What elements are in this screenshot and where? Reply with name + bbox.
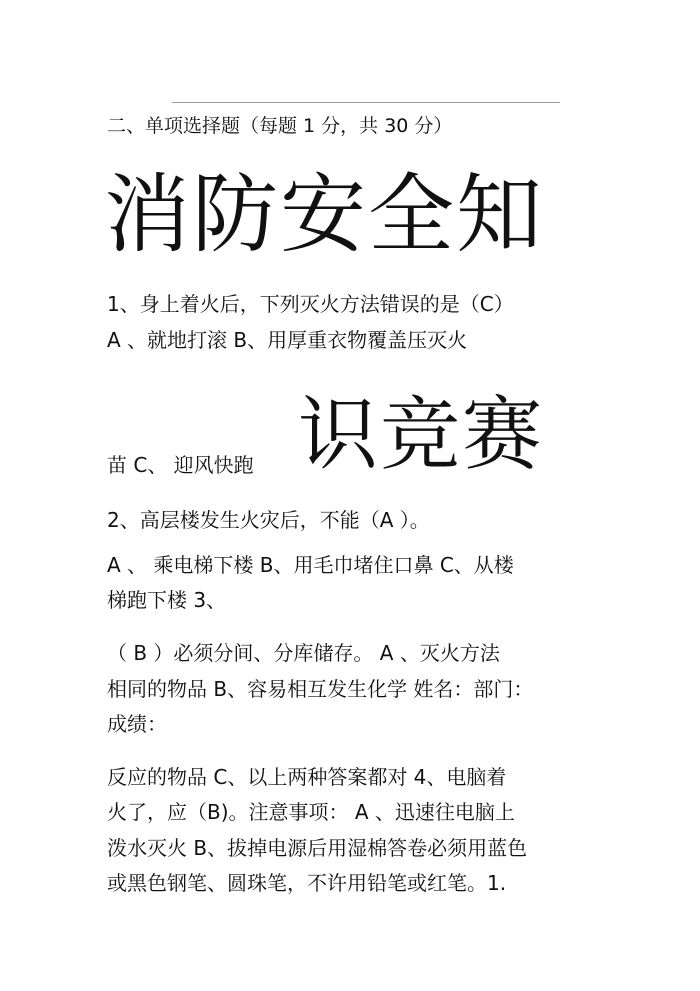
document-title-part2: 识竞赛 [298, 388, 544, 481]
question-2-options-line1: A 、 乘电梯下楼 B、用毛巾堵住口鼻 C、从楼 [107, 553, 514, 577]
question-3-line1: （ B ）必须分间、分库储存。 A 、灭火方法 [107, 641, 500, 665]
question-3-line4: 反应的物品 C、以上两种答案都对 4、电脑着 [107, 765, 507, 789]
document-title-part1: 消防安全知 [104, 165, 544, 265]
question-4-line3: 或黑色钢笔、圆珠笔，不许用铅笔或红笔。1. [107, 871, 507, 895]
question-3-line3: 成绩： [107, 712, 167, 736]
question-1-options-ab: A 、就地打滚 B、用厚重衣物覆盖压灭火 [107, 328, 468, 352]
question-3-line2: 相同的物品 B、容易相互发生化学 姓名：部门： [107, 677, 534, 701]
header-rule [172, 102, 560, 103]
question-4-line1: 火了，应（B)。注意事项： A 、迅速往电脑上 [107, 800, 515, 824]
section-heading: 二、单项选择题（每题 1 分，共 30 分） [107, 115, 453, 137]
question-1-option-c: 苗 C、 迎风快跑 [107, 453, 254, 477]
question-2-stem: 2、高层楼发生火灾后，不能（A ）。 [107, 508, 430, 532]
question-2-options-line2: 梯跑下楼 3、 [107, 588, 227, 612]
question-1-stem: 1、身上着火后，下列灭火方法错误的是（C） [107, 292, 514, 316]
question-4-line2: 泼水灭火 B、拔掉电源后用湿棉答卷必须用蓝色 [107, 836, 528, 860]
